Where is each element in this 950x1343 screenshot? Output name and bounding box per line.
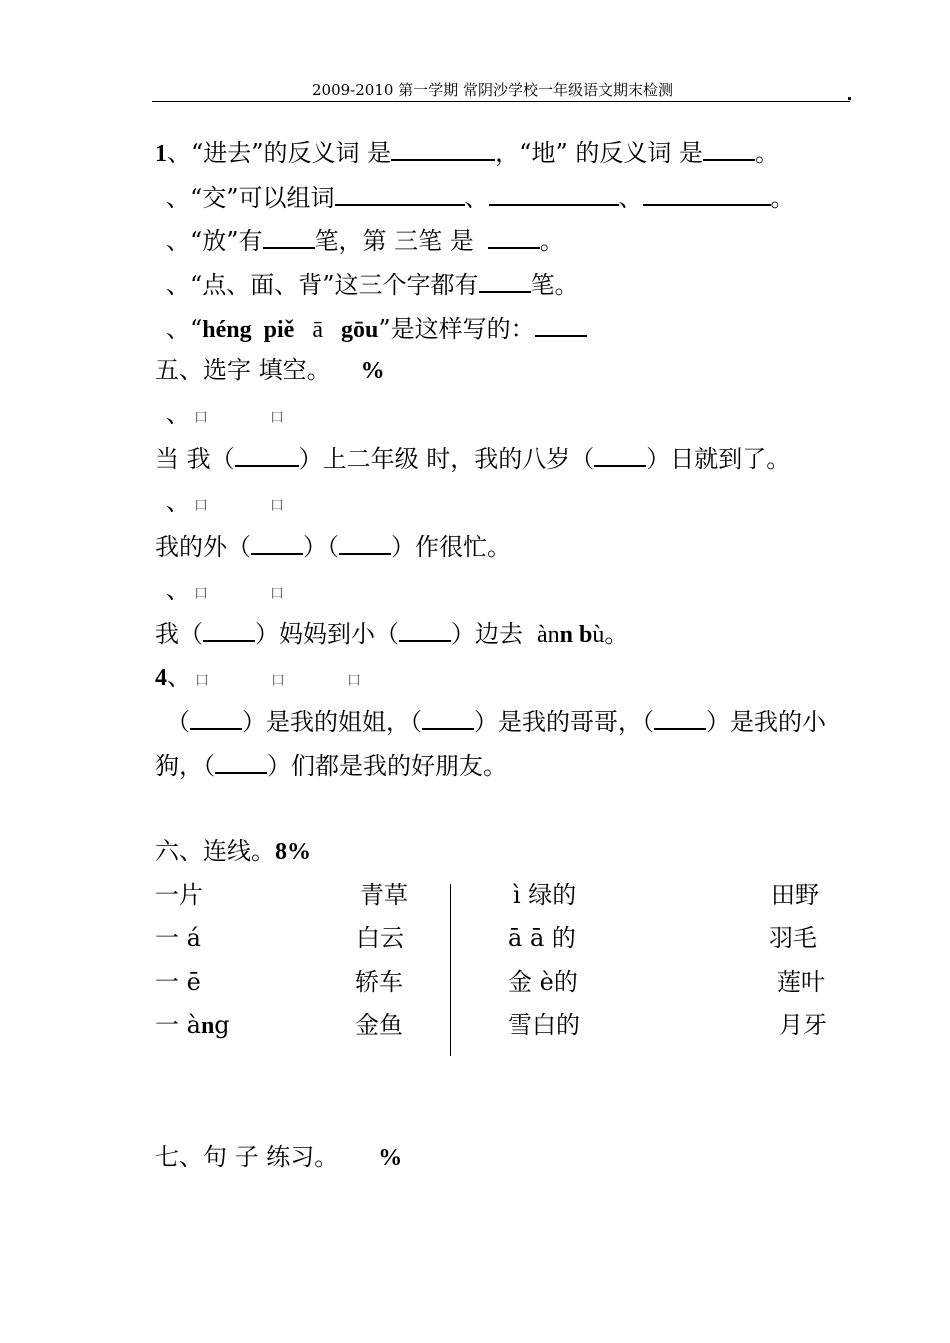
q2-sep-1: 、	[464, 184, 489, 212]
match-mid-4[interactable]: 金鱼	[355, 1011, 403, 1039]
match-mid-3[interactable]: 轿车	[355, 968, 403, 996]
section-6-score: 8%	[275, 839, 311, 865]
question-4	[166, 271, 579, 297]
q3-end: 。	[539, 227, 564, 255]
match-right-a-2[interactable]: ā ā 的	[508, 924, 576, 952]
match-mid-2[interactable]: 白云	[356, 924, 404, 952]
q5-pinyin-4: gōu	[340, 317, 379, 343]
q5-text-b: ”是这样写的：	[378, 315, 535, 343]
s5-sentence-1	[155, 445, 790, 471]
match-right-b-3[interactable]: 莲叶	[777, 968, 825, 996]
s5-s4a-text-a: （	[166, 708, 190, 736]
s5-s4b-text-a: 狗，（	[155, 752, 215, 780]
s5-s3-blank-1[interactable]	[203, 620, 255, 642]
match-right-b-2[interactable]: 羽毛	[769, 924, 817, 952]
question-2	[166, 184, 795, 210]
s5-s3-pinyin-b: n	[559, 622, 574, 648]
q5-pinyin-2: piě	[263, 317, 295, 343]
choice-box-icon: 口	[195, 673, 209, 689]
match-left-3[interactable]: 一 ē	[155, 968, 201, 996]
choice-box-icon: 口	[194, 498, 208, 514]
q4-blank[interactable]	[479, 271, 531, 293]
question-5	[166, 315, 587, 342]
match-left-4-text: 一 àng	[155, 1011, 230, 1039]
q5-blank[interactable]	[535, 315, 587, 337]
q4-text-b: 笔。	[530, 271, 579, 299]
q5-text-a: 、“	[166, 315, 203, 343]
s5-row4-label: 、	[167, 663, 191, 691]
choice-box-icon: 口	[194, 410, 208, 426]
section-7-score: %	[378, 1145, 403, 1171]
s5-s3-pinyin-d: ù。	[592, 622, 629, 648]
choice-box-icon: 口	[194, 586, 208, 602]
q4-text-a: 、“点、面、背”这三个字都有	[166, 271, 479, 299]
match-right-b-4[interactable]: 月牙	[779, 1011, 827, 1039]
s5-s3-blank-2[interactable]	[399, 620, 451, 642]
s5-row4-choices	[155, 665, 361, 690]
section-6-title-text: 六、连线。	[155, 837, 275, 865]
s5-s2-text-a: 我的外（	[155, 533, 251, 561]
section-5-title-text: 五、选字 填空。	[155, 356, 331, 384]
s5-s1-blank-2[interactable]	[594, 445, 646, 467]
s5-row4-number: 4	[155, 665, 167, 691]
choice-box-icon: 口	[270, 410, 284, 426]
s5-sentence-4b	[155, 752, 507, 778]
match-right-a-4[interactable]: 雪白的	[508, 1011, 580, 1039]
s5-s3-text-b: ）妈妈到小（	[255, 620, 399, 648]
match-right-b-1[interactable]: 田野	[771, 881, 819, 909]
s5-s1-blank-1[interactable]	[235, 445, 299, 467]
s5-row1-choices	[166, 402, 284, 426]
q2-text: 、“交”可以组词	[166, 184, 335, 212]
q2-end: 。	[770, 184, 795, 212]
choice-box-icon: 口	[271, 673, 285, 689]
s5-s4b-text-b: ）们都是我的好朋友。	[267, 752, 507, 780]
q1-text-b: ，“地” 的反义词 是	[495, 139, 703, 167]
q5-pinyin-3: ā	[312, 317, 323, 343]
s5-s4a-text-b: ）是我的姐姐，（	[242, 708, 422, 736]
s5-s4-blank-2[interactable]	[422, 708, 474, 730]
q5-pinyin-1: héng	[202, 317, 252, 343]
header-rule-dot	[848, 97, 851, 100]
s5-s4a-text-c: ）是我的哥哥，（	[474, 708, 654, 736]
match-mid-1[interactable]: 青草	[360, 881, 408, 909]
s5-row3-label: 、	[166, 576, 190, 604]
s5-sentence-3	[155, 620, 628, 647]
s5-s3-text-a: 我（	[155, 620, 203, 648]
s5-row2-choices	[166, 490, 284, 514]
question-3	[166, 227, 564, 253]
s5-s1-text-b: ）上二年级 时，我的八岁（	[298, 445, 595, 473]
section-5-title	[155, 358, 385, 383]
section-6-title	[155, 839, 311, 864]
s5-s2-blank-1[interactable]	[251, 533, 303, 555]
match-right-a-1[interactable]: ì 绿的	[513, 881, 577, 909]
q1-blank-1[interactable]	[391, 139, 495, 161]
section-7-title	[155, 1145, 402, 1170]
q2-sep-2: 、	[618, 184, 643, 212]
q1-blank-2[interactable]	[703, 139, 755, 161]
s5-s1-text-c: ）日就到了。	[646, 445, 791, 473]
page-header: 2009-2010 第一学期 常阴沙学校一年级语文期末检测	[312, 81, 673, 99]
q1-text-a: 、“进去”的反义词 是	[167, 139, 392, 167]
section-5-score: %	[360, 358, 385, 384]
q1-text-c: 。	[754, 139, 779, 167]
s5-s4-blank-4[interactable]	[215, 752, 267, 774]
section-7-title-text: 七、句 子 练习。	[155, 1143, 339, 1171]
q3-blank-1[interactable]	[263, 227, 315, 249]
s5-s3-pinyin-a: àn	[537, 622, 560, 648]
s5-s4-blank-3[interactable]	[654, 708, 706, 730]
q1-number: 1	[155, 141, 167, 167]
question-1	[155, 139, 779, 166]
match-left-1[interactable]: 一片	[155, 881, 203, 909]
s5-s2-blank-2[interactable]	[339, 533, 391, 555]
s5-s1-text-a: 当 我（	[155, 445, 235, 473]
s5-s4-blank-1[interactable]	[190, 708, 242, 730]
choice-box-icon: 口	[347, 673, 361, 689]
header-rule	[152, 101, 850, 102]
q3-text-a: 、“放”有	[166, 227, 263, 255]
s5-row2-label: 、	[166, 488, 190, 516]
match-left-2[interactable]: 一 á	[155, 924, 201, 952]
s5-sentence-4a	[166, 708, 826, 734]
s5-s4a-text-d: ）是我的小	[706, 708, 826, 736]
q2-blank-2[interactable]	[489, 184, 619, 206]
s5-s3-pinyin-c: b	[573, 622, 593, 648]
s5-sentence-2	[155, 533, 511, 559]
s5-row3-choices	[166, 578, 284, 602]
s5-s2-text-c: ）作很忙。	[391, 533, 511, 561]
q2-blank-1[interactable]	[335, 184, 465, 206]
s5-row1-label: 、	[166, 400, 190, 428]
match-left-4[interactable]	[155, 1013, 230, 1038]
match-right-a-3[interactable]: 金 è的	[508, 968, 578, 996]
s5-s3-text-c: ）边去	[451, 620, 523, 648]
q3-blank-2[interactable]	[488, 227, 540, 249]
match-left-4-bold-n: n	[200, 1013, 215, 1039]
choice-box-icon: 口	[270, 498, 284, 514]
choice-box-icon: 口	[270, 586, 284, 602]
q2-blank-3[interactable]	[643, 184, 771, 206]
q3-text-b: 笔，第 三笔 是	[314, 227, 474, 255]
match-divider	[450, 884, 451, 1056]
s5-s2-text-b: ）（	[303, 533, 339, 561]
